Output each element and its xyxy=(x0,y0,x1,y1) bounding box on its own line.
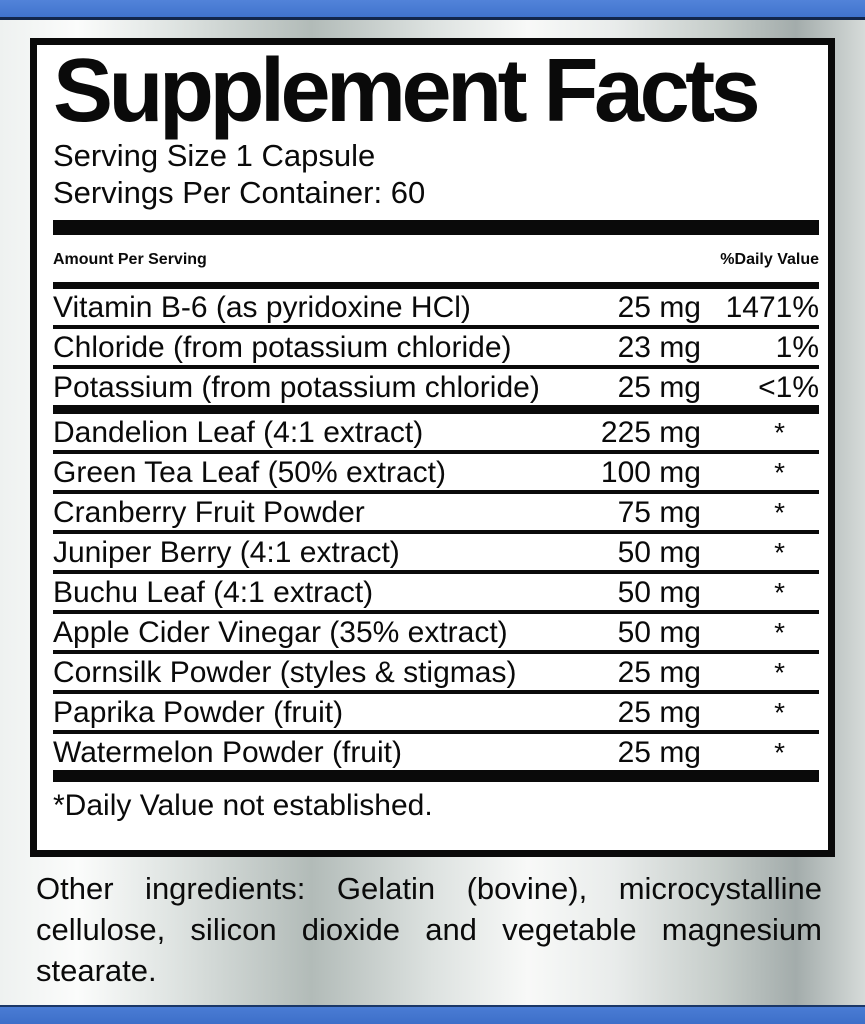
nutrient-dv: * xyxy=(774,417,785,448)
nutrient-amount: 50 mg xyxy=(617,576,701,609)
nutrient-amount: 23 mg xyxy=(617,331,701,364)
nutrient-amount: 75 mg xyxy=(617,496,701,529)
nutrient-dv: * xyxy=(774,577,785,608)
table-row xyxy=(53,454,819,494)
nutrient-name: Watermelon Powder (fruit) xyxy=(53,736,402,769)
nutrient-name: Potassium (from potassium chloride) xyxy=(53,371,540,404)
serving-size-line: Serving Size 1 Capsule xyxy=(53,138,376,173)
divider-footnote xyxy=(53,770,819,782)
table-header-row xyxy=(53,235,819,289)
nutrient-dv: <1% xyxy=(758,371,819,404)
table-row xyxy=(53,614,819,654)
top-blue-bar xyxy=(0,0,865,20)
nutrient-amount: 25 mg xyxy=(617,371,701,404)
table-row xyxy=(53,414,819,454)
table-row xyxy=(53,694,819,734)
nutrient-name: Green Tea Leaf (50% extract) xyxy=(53,456,446,489)
other-ingredients-text: Other ingredients: Gelatin (bovine), microcystalline cellulose, silicon dioxide and vegetable magnesium stearate. xyxy=(36,871,822,988)
supplement-facts-panel xyxy=(30,38,835,857)
panel-title: Supplement Facts xyxy=(53,41,757,141)
nutrient-dv: * xyxy=(774,697,785,728)
divider-heavy xyxy=(53,220,819,235)
nutrient-dv: * xyxy=(774,457,785,488)
nutrient-amount: 25 mg xyxy=(617,291,701,324)
table-row xyxy=(53,534,819,574)
bottom-blue-bar xyxy=(0,1005,865,1024)
table-row xyxy=(53,494,819,534)
nutrient-dv: * xyxy=(774,737,785,768)
daily-value-footnote: *Daily Value not established. xyxy=(53,789,433,822)
servings-per-container-line: Servings Per Container: 60 xyxy=(53,175,426,210)
nutrient-name: Apple Cider Vinegar (35% extract) xyxy=(53,616,508,649)
nutrient-amount: 25 mg xyxy=(617,696,701,729)
nutrient-name: Juniper Berry (4:1 extract) xyxy=(53,536,400,569)
nutrient-name: Dandelion Leaf (4:1 extract) xyxy=(53,416,424,449)
nutrient-amount: 25 mg xyxy=(617,656,701,689)
nutrient-amount: 25 mg xyxy=(617,736,701,769)
table-row xyxy=(53,654,819,694)
divider-section xyxy=(53,405,819,414)
amount-per-serving-header: Amount Per Serving xyxy=(53,251,207,268)
table-row xyxy=(53,369,819,405)
nutrient-dv: * xyxy=(774,537,785,568)
nutrient-dv: 1% xyxy=(775,331,819,364)
nutrient-dv: * xyxy=(774,497,785,528)
nutrient-amount: 50 mg xyxy=(617,536,701,569)
nutrient-dv: * xyxy=(774,617,785,648)
nutrient-amount: 50 mg xyxy=(617,616,701,649)
nutrient-amount: 100 mg xyxy=(600,456,701,489)
nutrient-amount: 225 mg xyxy=(600,416,701,449)
table-row xyxy=(53,574,819,614)
table-row xyxy=(53,289,819,329)
nutrient-name: Chloride (from potassium chloride) xyxy=(53,331,512,364)
nutrient-name: Cornsilk Powder (styles & stigmas) xyxy=(53,656,517,689)
table-row xyxy=(53,734,819,770)
table-row xyxy=(53,329,819,369)
nutrient-name: Vitamin B-6 (as pyridoxine HCl) xyxy=(53,291,471,324)
nutrient-dv: 1471% xyxy=(725,291,819,324)
nutrient-name: Paprika Powder (fruit) xyxy=(53,696,344,729)
nutrient-name: Buchu Leaf (4:1 extract) xyxy=(53,576,374,609)
nutrient-dv: * xyxy=(774,657,785,688)
daily-value-header: %Daily Value xyxy=(720,251,819,268)
nutrient-name: Cranberry Fruit Powder xyxy=(53,496,365,529)
